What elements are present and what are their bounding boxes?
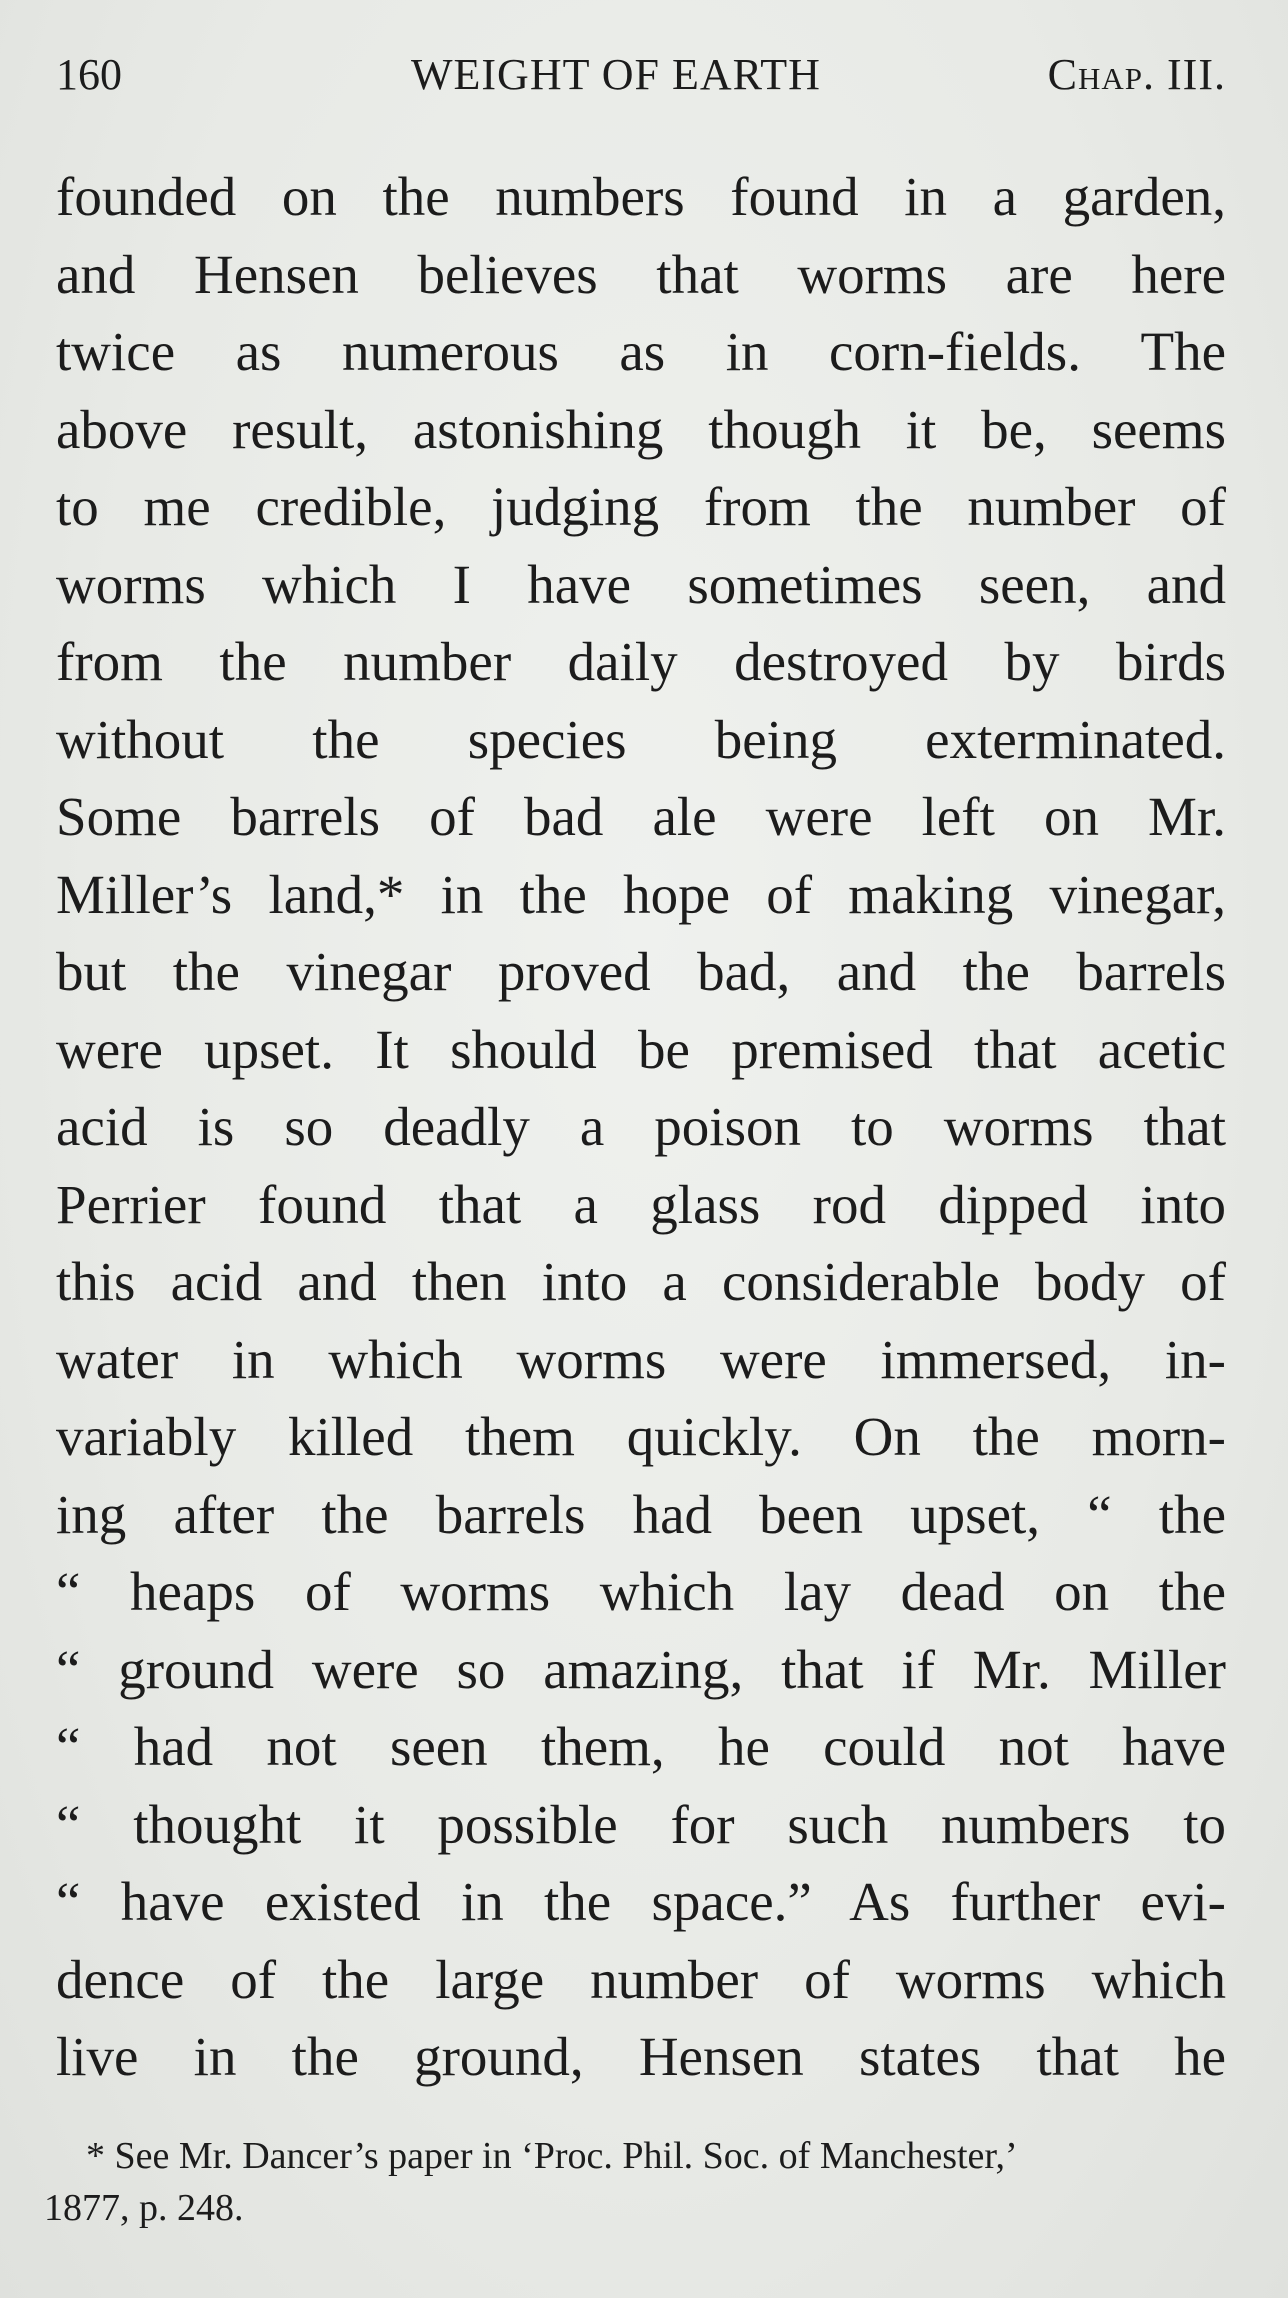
text-line: this acid and then into a considerable body of xyxy=(56,1251,1226,1312)
text-line: “ ground were so amazing, that if Mr. Miller xyxy=(56,1638,1226,1700)
text-line: twice as numerous as in corn-fields. The xyxy=(56,321,1226,382)
text-line: Some barrels of bad ale were left on Mr. xyxy=(56,786,1226,847)
running-title: WEIGHT OF EARTH xyxy=(411,50,821,99)
text-line: Perrier found that a glass rod dipped into xyxy=(56,1173,1226,1235)
text-line: “ heaps of worms which lay dead on the xyxy=(56,1561,1226,1622)
text-line: above result, astonishing though it be, seems xyxy=(56,398,1226,460)
text-line: to me credible, judging from the number of xyxy=(56,476,1226,537)
text-line: “ have existed in the space.” As further evi- xyxy=(56,1871,1226,1932)
text-line: without the species being exterminated. xyxy=(56,708,1226,770)
footnote-line: 1877, p. 248. xyxy=(44,2187,244,2229)
text-line: founded on the numbers found in a garden, xyxy=(56,166,1226,227)
footnote xyxy=(44,2130,1234,2234)
text-line: dence of the large number of worms which xyxy=(56,1948,1226,2010)
text-line: and Hensen believes that worms are here xyxy=(56,243,1226,305)
text-line: variably killed them quickly. On the morn- xyxy=(56,1406,1226,1467)
text-line: “ had not seen them, he could not have xyxy=(56,1716,1226,1777)
text-line: Miller’s land,* in the hope of making vinegar, xyxy=(56,863,1226,925)
text-line: from the number daily destroyed by birds xyxy=(56,631,1226,692)
body-text xyxy=(56,158,1226,2096)
text-line: but the vinegar proved bad, and the barrels xyxy=(56,941,1226,1002)
text-line: water in which worms were immersed, in- xyxy=(56,1328,1226,1390)
text-line: worms which I have sometimes seen, and xyxy=(56,553,1226,615)
page-number: 160 xyxy=(56,50,122,99)
footnote-line: * See Mr. Dancer’s paper in ‘Proc. Phil. Soc. of Manchester,’ xyxy=(86,2135,1018,2177)
text-line: “ thought it possible for such numbers to xyxy=(56,1793,1226,1855)
text-line: ing after the barrels had been upset, “ the xyxy=(56,1483,1226,1545)
chapter-label: Chap. III. xyxy=(1047,50,1226,99)
text-line: live in the ground, Hensen states that he xyxy=(56,2026,1226,2087)
running-header xyxy=(56,40,1226,110)
text-line: were upset. It should be premised that acetic xyxy=(56,1018,1226,1080)
text-line: acid is so deadly a poison to worms that xyxy=(56,1096,1226,1157)
